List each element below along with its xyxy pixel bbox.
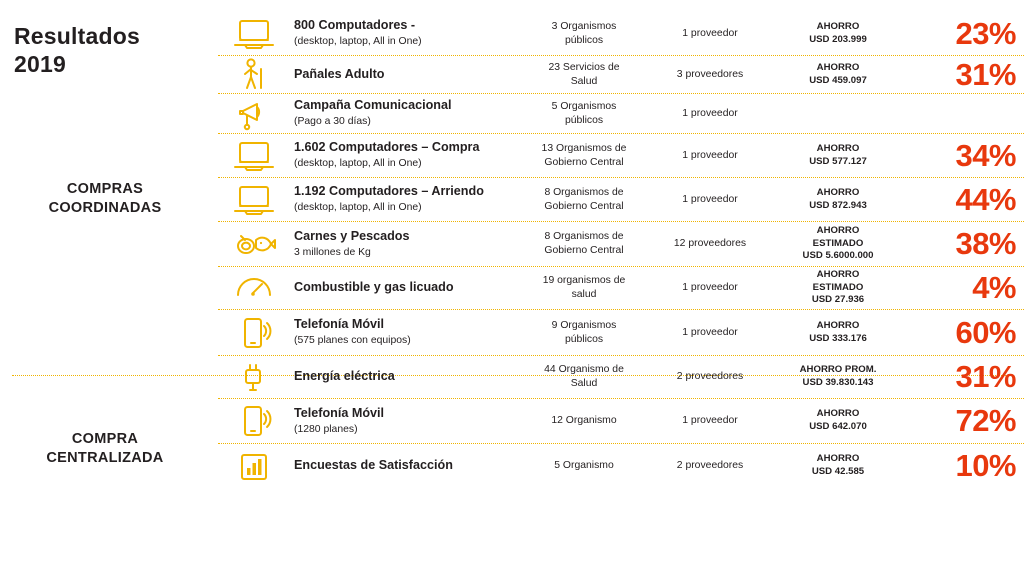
row-percent-cell bbox=[906, 138, 1024, 174]
row-saving-line3: USD 5.6000.000 bbox=[802, 250, 874, 262]
row-percent: 38% bbox=[955, 226, 1016, 261]
row-name: Campaña Comunicacional bbox=[294, 98, 452, 113]
row-name: Pañales Adulto bbox=[294, 66, 385, 81]
row-saving-line2: USD 42.585 bbox=[811, 466, 865, 477]
row-organisms-cell bbox=[518, 459, 650, 473]
row-providers-cell bbox=[650, 326, 770, 340]
row-organisms-cell bbox=[518, 319, 650, 346]
row-percent: 60% bbox=[955, 314, 1016, 350]
row-percent: 10% bbox=[955, 448, 1016, 483]
section-label-compras-coordinadas bbox=[0, 180, 210, 218]
row-percent: 34% bbox=[955, 137, 1016, 173]
row-saving-line1: AHORRO bbox=[816, 453, 860, 465]
row-organisms-line1: 9 Organismos bbox=[551, 319, 617, 331]
row-saving-cell bbox=[770, 364, 906, 390]
row-organisms-line1: 5 Organismos bbox=[551, 100, 617, 112]
row-subname: (Pago a 30 días) bbox=[294, 116, 371, 128]
row-saving-cell bbox=[770, 143, 906, 169]
table-row bbox=[218, 356, 1024, 399]
row-organisms-line2: salud bbox=[571, 289, 597, 300]
row-organisms-cell bbox=[518, 20, 650, 47]
row-name-cell bbox=[290, 317, 518, 347]
row-name-cell bbox=[290, 280, 518, 296]
row-saving-line2: USD 577.127 bbox=[809, 155, 867, 167]
row-percent-cell bbox=[906, 16, 1024, 52]
section-label-compra-centralizada-line1: COMPRA bbox=[71, 431, 139, 447]
row-organisms-line2: públicos bbox=[564, 333, 604, 345]
row-providers: 1 proveedor bbox=[682, 149, 738, 161]
row-providers-cell bbox=[650, 107, 770, 121]
row-providers-cell bbox=[650, 68, 770, 82]
row-name: Energía eléctrica bbox=[294, 369, 395, 384]
row-name-cell bbox=[290, 18, 518, 48]
table-row bbox=[218, 310, 1024, 356]
row-providers: 1 proveedor bbox=[682, 107, 738, 119]
page-title bbox=[14, 22, 140, 78]
row-name: 800 Computadores - bbox=[294, 18, 416, 33]
row-organisms-line2: Salud bbox=[570, 75, 598, 87]
row-organisms-line2: públicos bbox=[564, 114, 604, 126]
row-organisms-line1: 8 Organismos de bbox=[544, 231, 624, 243]
row-providers: 3 proveedores bbox=[676, 68, 744, 80]
row-name-cell bbox=[290, 98, 518, 128]
row-saving-cell bbox=[770, 269, 906, 308]
row-saving-line2: ESTIMADO bbox=[812, 281, 864, 293]
row-providers: 2 proveedores bbox=[676, 460, 744, 472]
row-saving-line2: ESTIMADO bbox=[812, 237, 864, 249]
row-saving-cell bbox=[770, 21, 906, 47]
bar-chart-icon bbox=[218, 446, 290, 486]
row-name: Encuestas de Satisfacción bbox=[294, 458, 453, 473]
table-row bbox=[218, 134, 1024, 178]
row-subname: 3 millones de Kg bbox=[294, 246, 371, 258]
page-title-line2: 2019 bbox=[14, 51, 66, 78]
row-name-cell bbox=[290, 229, 518, 259]
table-row bbox=[218, 178, 1024, 222]
row-percent: 44% bbox=[955, 181, 1016, 217]
row-saving-line2: USD 642.070 bbox=[809, 421, 867, 432]
row-saving-line2: USD 203.999 bbox=[809, 33, 867, 45]
row-saving-line1: AHORRO PROM. bbox=[799, 364, 877, 376]
row-organisms-cell bbox=[518, 274, 650, 301]
meat-fish-icon bbox=[218, 224, 290, 264]
row-name-cell bbox=[290, 458, 518, 474]
row-saving-line1: AHORRO bbox=[816, 268, 860, 280]
row-providers: 1 proveedor bbox=[682, 415, 738, 427]
row-subname: (575 planes con equipos) bbox=[294, 335, 411, 347]
row-providers-cell bbox=[650, 414, 770, 428]
table-row bbox=[218, 56, 1024, 94]
section-label-compras-coordinadas-line2: COORDINADAS bbox=[48, 199, 162, 216]
row-saving-line1: AHORRO bbox=[816, 20, 860, 32]
row-percent-cell bbox=[906, 226, 1024, 262]
table-row bbox=[218, 267, 1024, 310]
row-saving-cell bbox=[770, 62, 906, 88]
row-providers: 2 proveedores bbox=[676, 371, 744, 383]
mobile-phone-icon bbox=[218, 401, 290, 441]
row-organisms-line2: Gobierno Central bbox=[544, 200, 624, 212]
table-row bbox=[218, 222, 1024, 267]
section-label-compra-centralizada-line2: CENTRALIZADA bbox=[46, 449, 164, 466]
row-name: 1.192 Computadores – Arriendo bbox=[294, 184, 484, 199]
row-providers: 1 proveedor bbox=[682, 282, 738, 294]
table-row bbox=[218, 94, 1024, 134]
row-organisms-cell bbox=[518, 142, 650, 169]
laptop-icon bbox=[218, 180, 290, 220]
row-organisms-line1: 19 organismos de bbox=[542, 275, 626, 287]
row-saving-line3: USD 27.936 bbox=[811, 294, 865, 306]
row-organisms-line1: 44 Organismo de bbox=[544, 364, 624, 376]
table-row bbox=[218, 444, 1024, 488]
row-name: Combustible y gas licuado bbox=[294, 280, 454, 295]
laptop-icon bbox=[218, 14, 290, 54]
row-percent: 31% bbox=[955, 359, 1016, 394]
row-name-cell bbox=[290, 184, 518, 214]
row-saving-line1: AHORRO bbox=[816, 408, 860, 420]
row-percent: 23% bbox=[955, 15, 1016, 51]
electric-plug-icon bbox=[218, 357, 290, 397]
row-organisms-cell bbox=[518, 414, 650, 428]
row-name: Telefonía Móvil bbox=[294, 317, 385, 332]
row-percent: 72% bbox=[955, 403, 1016, 438]
row-organisms-line1: 8 Organismos de bbox=[544, 186, 624, 198]
megaphone-icon bbox=[218, 94, 290, 134]
row-organisms-cell bbox=[518, 230, 650, 257]
row-providers: 1 proveedor bbox=[682, 27, 738, 39]
section-label-compras-coordinadas-line1: COMPRAS bbox=[66, 181, 144, 197]
elderly-person-icon bbox=[218, 55, 290, 95]
row-percent-cell bbox=[906, 182, 1024, 218]
row-organisms-line2: Gobierno Central bbox=[544, 245, 624, 256]
row-saving-line2: USD 872.943 bbox=[809, 199, 867, 211]
row-percent: 4% bbox=[972, 270, 1016, 305]
row-saving-line1: AHORRO bbox=[816, 319, 860, 331]
fuel-gauge-icon bbox=[218, 268, 290, 308]
row-saving-cell bbox=[770, 320, 906, 346]
row-percent-cell bbox=[906, 359, 1024, 395]
row-subname: (1280 planes) bbox=[294, 423, 358, 435]
row-subname: (desktop, laptop, All in One) bbox=[294, 158, 422, 170]
row-organisms-line1: 5 Organismo bbox=[554, 460, 614, 472]
row-percent: 31% bbox=[955, 56, 1016, 92]
row-organisms-line1: 23 Servicios de bbox=[548, 61, 620, 73]
row-subname: (desktop, laptop, All in One) bbox=[294, 36, 422, 48]
row-saving-cell bbox=[770, 408, 906, 434]
row-saving-line1: AHORRO bbox=[816, 142, 860, 154]
row-providers-cell bbox=[650, 149, 770, 163]
row-name: Telefonía Móvil bbox=[294, 405, 385, 420]
row-organisms-line2: públicos bbox=[564, 34, 604, 46]
row-name: Carnes y Pescados bbox=[294, 228, 410, 243]
row-percent-cell bbox=[906, 448, 1024, 484]
row-organisms-cell bbox=[518, 363, 650, 390]
row-saving-line2: USD 333.176 bbox=[809, 332, 867, 344]
row-providers: 1 proveedor bbox=[682, 326, 738, 338]
row-percent-cell bbox=[906, 270, 1024, 306]
row-organisms-line1: 3 Organismos bbox=[551, 20, 617, 32]
row-organisms-line1: 13 Organismos de bbox=[541, 142, 627, 154]
row-saving-cell bbox=[770, 225, 906, 264]
section-label-compra-centralizada bbox=[0, 430, 210, 468]
row-saving-line2: USD 39.830.143 bbox=[802, 377, 874, 388]
row-providers-cell bbox=[650, 459, 770, 473]
table-row bbox=[218, 399, 1024, 444]
table-row bbox=[218, 12, 1024, 56]
row-percent-cell bbox=[906, 403, 1024, 439]
page-title-line1: Resultados bbox=[14, 23, 140, 49]
row-percent-cell bbox=[906, 57, 1024, 93]
row-name-cell bbox=[290, 67, 518, 83]
row-name-cell bbox=[290, 369, 518, 385]
row-organisms-line1: 12 Organismo bbox=[551, 415, 617, 427]
row-providers-cell bbox=[650, 370, 770, 384]
row-organisms-cell bbox=[518, 186, 650, 213]
laptop-icon bbox=[218, 136, 290, 176]
row-organisms-cell bbox=[518, 100, 650, 127]
row-organisms-line2: Gobierno Central bbox=[544, 156, 624, 168]
row-saving-line1: AHORRO bbox=[816, 224, 860, 236]
row-saving-cell bbox=[770, 453, 906, 479]
row-providers: 1 proveedor bbox=[682, 193, 738, 205]
results-table bbox=[218, 12, 1024, 488]
row-name: 1.602 Computadores – Compra bbox=[294, 140, 480, 155]
row-percent-cell bbox=[906, 315, 1024, 351]
row-name-cell bbox=[290, 140, 518, 170]
row-providers-cell bbox=[650, 237, 770, 251]
row-saving-line1: AHORRO bbox=[816, 61, 860, 73]
row-providers-cell bbox=[650, 193, 770, 207]
row-subname: (desktop, laptop, All in One) bbox=[294, 202, 422, 214]
row-providers-cell bbox=[650, 27, 770, 41]
row-organisms-cell bbox=[518, 61, 650, 88]
row-saving-line2: USD 459.097 bbox=[809, 74, 867, 86]
row-saving-line1: AHORRO bbox=[816, 186, 860, 198]
row-saving-cell bbox=[770, 187, 906, 213]
mobile-phone-icon bbox=[218, 313, 290, 353]
row-providers-cell bbox=[650, 281, 770, 295]
row-providers: 12 proveedores bbox=[673, 238, 747, 250]
row-organisms-line2: Salud bbox=[570, 378, 598, 389]
row-name-cell bbox=[290, 406, 518, 436]
